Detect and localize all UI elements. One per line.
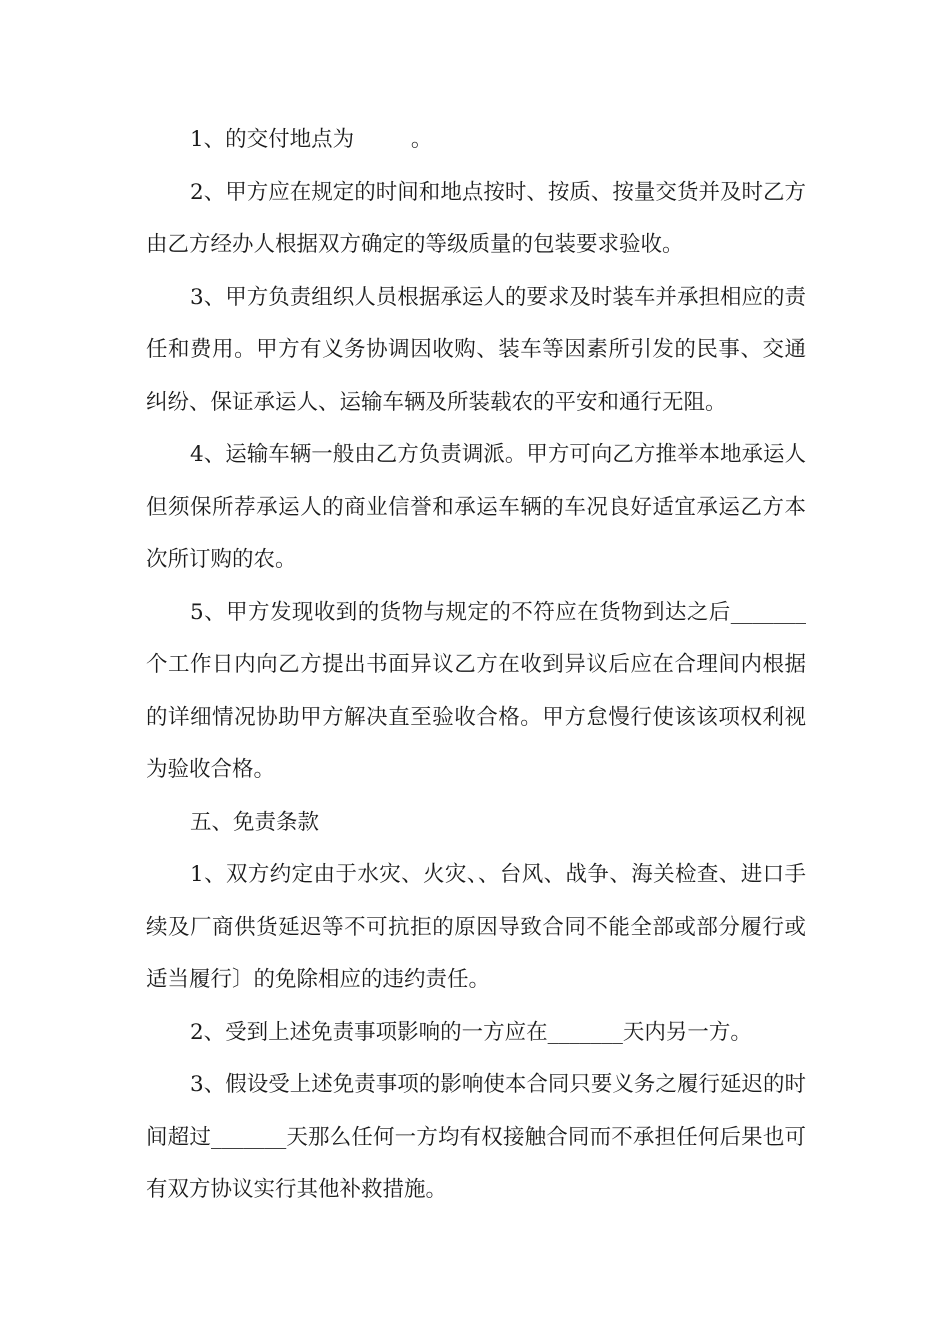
paragraph-loading-responsibility: 3、甲方负责组织人员根据承运人的要求及时装车并承担相应的责任和费用。甲方有义务协调因收购、装车等因素所引发的民事、交通纠纷、保证承运人、运输车辆及所装载农的平安和通行无阻。 xyxy=(146,284,806,415)
paragraph-termination: 3、假设受上述免责事项的影响使本合同只要义务之履行延迟的时间超过_______天那么任何一方均有权接触合同而不承担任何后果也可有双方协议实行其他补救措施。 xyxy=(146,1072,806,1202)
document-body xyxy=(146,114,806,1217)
section-heading-exemption: 五、免责条款 xyxy=(190,809,320,835)
paragraph-delivery-location: 1、的交付地点为 。 xyxy=(190,127,433,152)
paragraph-transport-vehicles: 4、运输车辆一般由乙方负责调派。甲方可向乙方推举本地承运人但须保所荐承运人的商业信誉和承运车辆的车况良好适宜承运乙方本次所订购的农。 xyxy=(146,442,806,572)
paragraph-notification: 2、受到上述免责事项影响的一方应在_______天内另一方。 xyxy=(190,1019,752,1045)
paragraph-force-majeure: 1、双方约定由于水灾、火灾、、台风、战争、海关检查、进口手续及厂商供货延迟等不可抗拒的原因导致合同不能全部或部分履行或适当履行〕的免除相应的违约责任。 xyxy=(146,862,806,992)
paragraph-delivery-inspection: 2、甲方应在规定的时间和地点按时、按质、按量交货并及时乙方由乙方经办人根据双方确定的等级质量的包装要求验收。 xyxy=(146,179,806,257)
paragraph-objection-period: 5、甲方发现收到的货物与规定的不符应在货物到达之后_______个工作日内向乙方提出书面异议乙方在收到异议后应在合理间内根据的详细情况协助甲方解决直至验收合格。甲方怠慢行使该该项权利视为验收合格。 xyxy=(146,599,806,782)
